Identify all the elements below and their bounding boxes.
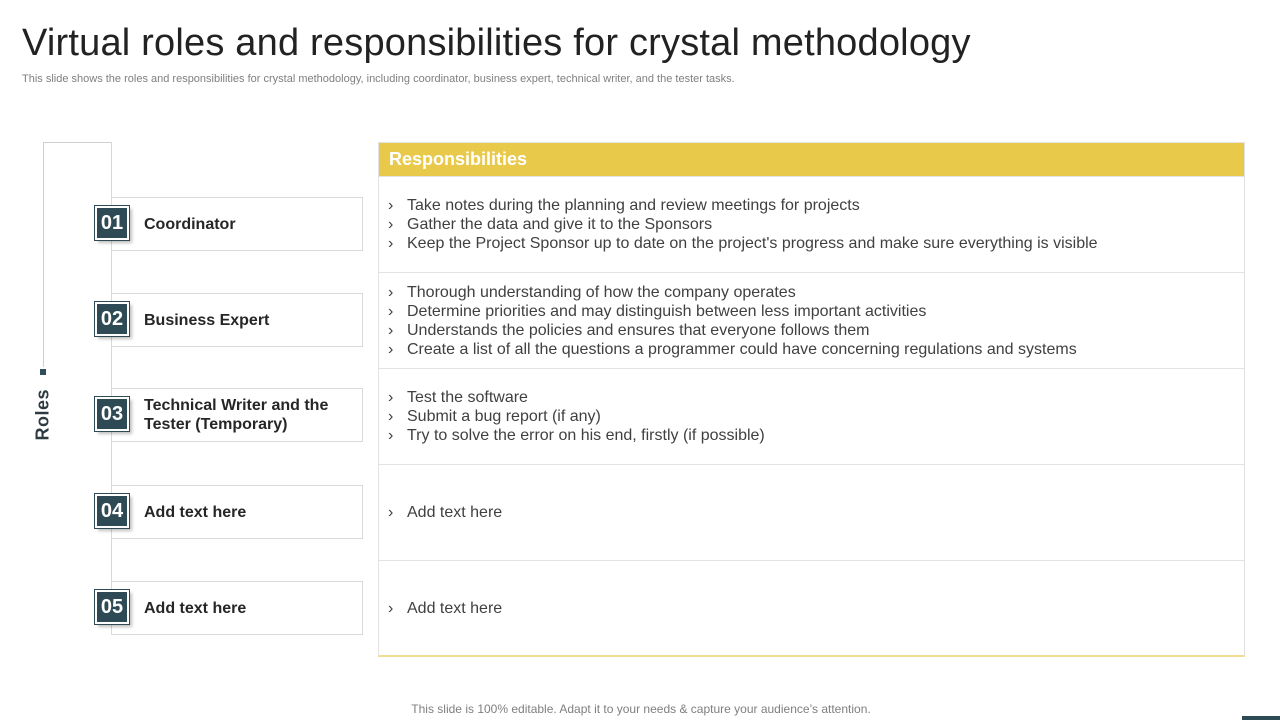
role-name: Business Expert bbox=[144, 311, 270, 329]
role-card-3 bbox=[111, 388, 363, 442]
responsibility-item: › Test the software bbox=[388, 389, 528, 406]
chevron-right-icon: › bbox=[388, 408, 394, 425]
role-card-1 bbox=[111, 197, 363, 251]
responsibility-item: › Add text here bbox=[388, 600, 503, 617]
chevron-right-icon: › bbox=[388, 302, 394, 320]
responsibility-item: › Take notes during the planning and review meetings for projects bbox=[388, 197, 860, 214]
responsibilities-panel bbox=[378, 142, 1245, 657]
slide-subtitle: This slide shows the roles and responsibilities for crystal methodology, including coordinator, business expert, technical writer, and the tester tasks. bbox=[22, 73, 735, 85]
role-number-badge: 05 bbox=[95, 590, 129, 624]
responsibility-row-4 bbox=[379, 464, 1244, 560]
role-name: Coordinator bbox=[144, 215, 236, 233]
responsibility-row-5 bbox=[379, 560, 1244, 656]
role-number-badge: 02 bbox=[95, 302, 129, 336]
role-number-badge: 01 bbox=[95, 206, 129, 240]
responsibility-item: › Gather the data and give it to the Sponsors bbox=[388, 216, 713, 233]
role-name: Technical Writer and the Tester (Temporary) bbox=[144, 397, 329, 433]
responsibility-item: › Add text here bbox=[388, 504, 503, 521]
chevron-right-icon: › bbox=[388, 389, 394, 406]
slide-footer-note: This slide is 100% editable. Adapt it to your needs & capture your audience’s attention. bbox=[411, 702, 871, 716]
chevron-right-icon: › bbox=[388, 321, 394, 339]
roles-bracket-top bbox=[43, 142, 112, 143]
role-number-badge: 03 bbox=[95, 397, 129, 431]
role-name: Add text here bbox=[144, 599, 247, 617]
chevron-right-icon: › bbox=[388, 504, 394, 521]
responsibility-item: › Create a list of all the questions a programmer could have concerning regulations and systems bbox=[388, 340, 1077, 358]
responsibilities-header: Responsibilities bbox=[379, 143, 1244, 177]
chevron-right-icon: › bbox=[388, 340, 394, 358]
responsibility-row-1 bbox=[379, 176, 1244, 272]
chevron-right-icon: › bbox=[388, 235, 394, 252]
corner-accent bbox=[1242, 716, 1280, 720]
responsibility-item: › Keep the Project Sponsor up to date on the project's progress and make sure everything is visible bbox=[388, 235, 1098, 252]
roles-bracket-left bbox=[43, 142, 44, 367]
roles-axis-label: Roles bbox=[32, 388, 53, 441]
chevron-right-icon: › bbox=[388, 427, 394, 444]
responsibility-item: › Understands the policies and ensures that everyone follows them bbox=[388, 321, 870, 339]
responsibility-row-2 bbox=[379, 272, 1244, 368]
roles-bracket-marker bbox=[40, 369, 46, 375]
chevron-right-icon: › bbox=[388, 216, 394, 233]
role-number-badge: 04 bbox=[95, 494, 129, 528]
role-name: Add text here bbox=[144, 503, 247, 521]
responsibility-item: › Try to solve the error on his end, firstly (if possible) bbox=[388, 427, 765, 444]
responsibility-item: › Determine priorities and may distinguish between less important activities bbox=[388, 302, 927, 320]
slide-title: Virtual roles and responsibilities for crystal methodology bbox=[22, 22, 971, 64]
role-card-4 bbox=[111, 485, 363, 539]
chevron-right-icon: › bbox=[388, 600, 394, 617]
chevron-right-icon: › bbox=[388, 283, 394, 301]
responsibility-row-3 bbox=[379, 368, 1244, 464]
chevron-right-icon: › bbox=[388, 197, 394, 214]
responsibility-item: › Submit a bug report (if any) bbox=[388, 408, 601, 425]
responsibility-item: › Thorough understanding of how the company operates bbox=[388, 283, 796, 301]
role-card-5 bbox=[111, 581, 363, 635]
role-card-2 bbox=[111, 293, 363, 347]
